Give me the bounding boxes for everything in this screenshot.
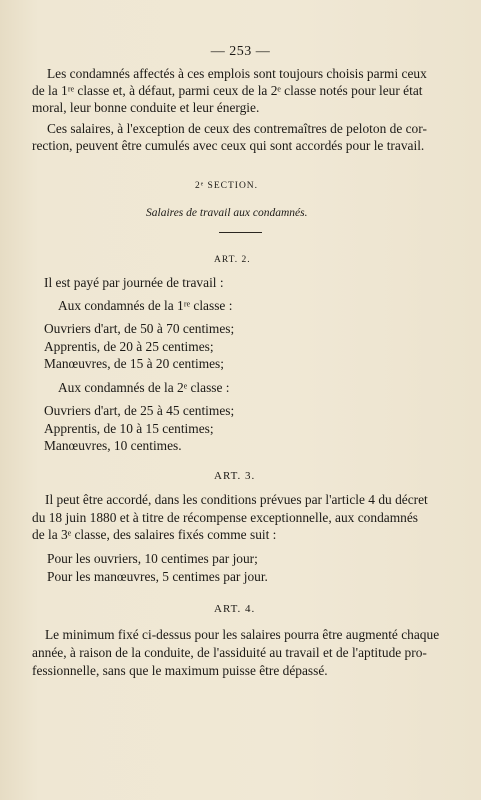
art2-class2-item: Manœuvres, 10 centimes. — [44, 438, 182, 453]
art2-class2-item: Apprentis, de 10 à 15 centimes; — [44, 421, 214, 436]
art2-class1-item: Apprentis, de 20 à 25 centimes; — [44, 339, 214, 354]
page-number: — 253 — — [210, 44, 271, 59]
para2-line1: Ces salaires, à l'exception de ceux des contremaîtres de peloton de cor- — [47, 121, 427, 136]
art4-line3: fessionnelle, sans que le maximum puisse être dépassé. — [32, 663, 328, 678]
art2-class1-item: Manœuvres, de 15 à 20 centimes; — [44, 356, 224, 371]
section-divider — [219, 232, 262, 233]
art3-line2: du 18 juin 1880 et à titre de récompense exceptionnelle, aux condamnés — [32, 510, 418, 525]
art3-line3: de la 3ᵉ classe, des salaires fixés comme suit : — [32, 527, 277, 542]
section-heading: 2ᵉ SECTION. — [195, 181, 259, 191]
art2-heading: ART. 2. — [214, 255, 251, 265]
section-title: Salaires de travail aux condamnés. — [146, 207, 308, 219]
art3-heading: ART. 3. — [214, 470, 256, 482]
art4-line1: Le minimum fixé ci-dessus pour les salaires pourra être augmenté chaque — [45, 627, 440, 642]
art3-item: Pour les manœuvres, 5 centimes par jour. — [47, 569, 268, 584]
art4-heading: ART. 4. — [214, 603, 256, 615]
para2-line2: rection, peuvent être cumulés avec ceux qui sont accordés pour le travail. — [32, 138, 425, 153]
art3-item: Pour les ouvriers, 10 centimes par jour; — [47, 551, 258, 566]
art2-class1-heading: Aux condamnés de la 1ʳᵉ classe : — [58, 298, 233, 313]
art4-line2: année, à raison de la conduite, de l'assiduité au travail et de l'aptitude pro- — [32, 645, 427, 660]
para1-line3: moral, leur bonne conduite et leur énergie. — [32, 100, 260, 115]
art2-class1-item: Ouvriers d'art, de 50 à 70 centimes; — [44, 321, 235, 336]
art3-line1: Il peut être accordé, dans les conditions prévues par l'article 4 du décret — [45, 492, 428, 507]
art2-intro: Il est payé par journée de travail : — [44, 275, 224, 290]
art2-class2-heading: Aux condamnés de la 2ᵉ classe : — [58, 380, 230, 395]
para1-line1: Les condamnés affectés à ces emplois sont toujours choisis parmi ceux — [47, 66, 427, 81]
para1-line2: de la 1ʳᵉ classe et, à défaut, parmi ceux de la 2ᵉ classe notés pour leur état — [32, 83, 423, 98]
art2-class2-item: Ouvriers d'art, de 25 à 45 centimes; — [44, 403, 235, 418]
